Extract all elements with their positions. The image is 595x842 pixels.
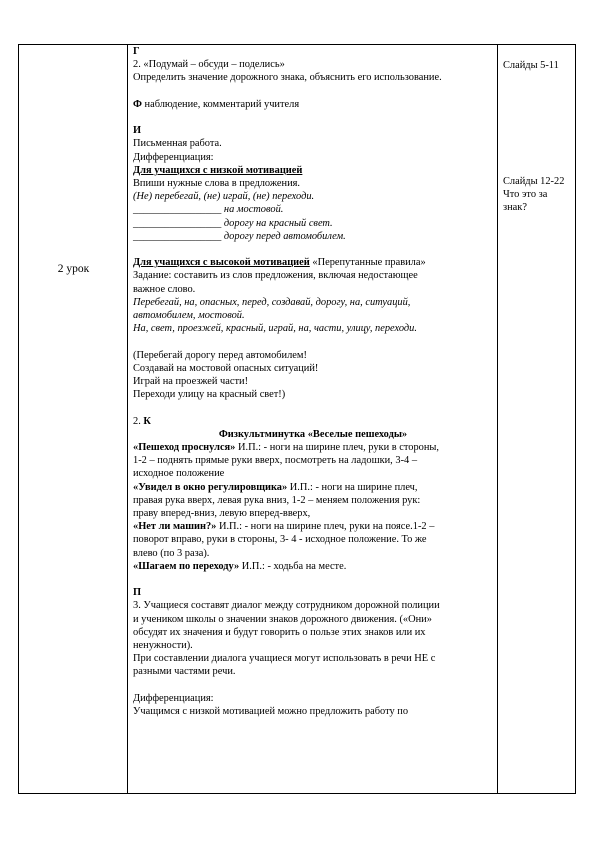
fizminutka-title: Физкультминутка «Веселые пешеходы» [218,428,408,440]
answer-1: (Перебегай дорогу перед автомобилем! [133,349,307,361]
slides-note-2 [503,175,575,215]
low-blank-3: _________________ дорогу перед автомобилем. [133,230,346,242]
resources-column [497,45,576,793]
high-words-3: На, свет, проезжей, красный, играй, на, части, улицу, переходи. [133,323,417,335]
exercise-3-line-2: поворот вправо, руки в стороны, 3- 4 - исходное положение. То же [133,534,427,546]
high-motivation-title: Для учащихся с высокой мотивацией «Перепутанные правила» [133,257,426,269]
slides-question-1: Что это за [503,189,548,201]
exercise-1-line-3: исходное положение [133,468,225,480]
exercise-3: «Нет ли машин?» И.П.: - ноги на ширине плеч, руки на поясе.1-2 – [133,521,435,533]
exercise-1-line-2: 1-2 – поднять прямые руки вверх, посмотреть на ладошки, 3-4 – [133,455,418,467]
activities-column [133,45,493,718]
exercise-2-line-3: праву вперед-вниз, левую вперед-вверх, [133,508,311,520]
lesson-column [19,45,128,793]
answer-3: Играй на проезжей части! [133,376,249,388]
exercise-3-line-3: влево (по 3 раза). [133,547,210,559]
low-blank-2: _________________ дорогу на красный свет. [133,217,333,229]
i-line-1: Письменная работа. [133,138,222,150]
exercise-2-line-2: правая рука вверх, левая рука вниз, 1-2 – меняем положения рук: [133,494,421,506]
slides-note-1 [503,59,575,72]
diff-line-2: Учащимся с низкой мотивацией можно предложить работу по [133,706,409,718]
g-line-1: 2. «Подумай – обсуди – поделись» [133,59,285,71]
p-line-6: разными частями речи. [133,666,236,678]
p-line-1: 3. Учащиеся составят диалог между сотрудником дорожной полиции [133,600,440,612]
high-task-1: Задание: составить из слов предложения, включая недостающее [133,270,418,282]
high-task-2: важное слово. [133,283,196,295]
p-heading: П [133,587,142,599]
answer-4: Переходи улицу на красный свет!) [133,389,286,401]
low-task: Впиши нужные слова в предложения. [133,178,301,189]
k-heading: 2. К [133,415,151,427]
slides-12-22: Слайды 12-22 [503,176,565,187]
exercise-2: «Увидел в окно регулировщика» И.П.: - ноги на ширине плеч, [133,481,418,493]
i-heading: И [133,125,142,137]
high-words-2: автомобилем, мостовой. [133,310,245,322]
exercise-4: «Шагаем по переходу» И.П.: - ходьба на месте. [133,560,347,572]
answer-2: Создавай на мостовой опасных ситуаций! [133,362,319,374]
g-heading: Г [133,46,140,57]
low-blank-1: _________________ на мостовой. [133,204,284,216]
diff-line-1: Дифференциация: [133,692,214,704]
p-line-2: и учеником школы о значении знаков дорожного движения. («Они» [133,613,432,625]
i-line-2: Дифференциация: [133,151,214,163]
slides-5-11: Слайды 5-11 [503,60,559,71]
p-line-3: обсудят их значения и будут говорить о пользе этих знаков или их [133,626,426,638]
g-line-2: Определить значение дорожного знака, объяснить его использование. [133,72,442,84]
exercise-1: «Пешеход проснулся» И.П.: - ноги на ширине плеч, руки в стороны, [133,442,439,454]
slides-question-2: знак? [503,202,527,214]
low-words: (Не) перебегай, (не) играй, (не) переходи. [133,191,315,203]
feedback-line: Ф наблюдение, комментарий учителя [133,98,300,110]
low-motivation-title: Для учащихся с низкой мотивацией [133,164,303,176]
lesson-plan-table [18,44,576,794]
p-line-5: При составлении диалога учащиеся могут использовать в речи НЕ с [133,653,436,665]
high-words-1: Перебегай, на, опасных, перед, создавай, дорогу, на, ситуаций, [133,296,411,308]
lesson-label: 2 урок [57,263,90,275]
p-line-4: ненужности). [133,640,193,652]
